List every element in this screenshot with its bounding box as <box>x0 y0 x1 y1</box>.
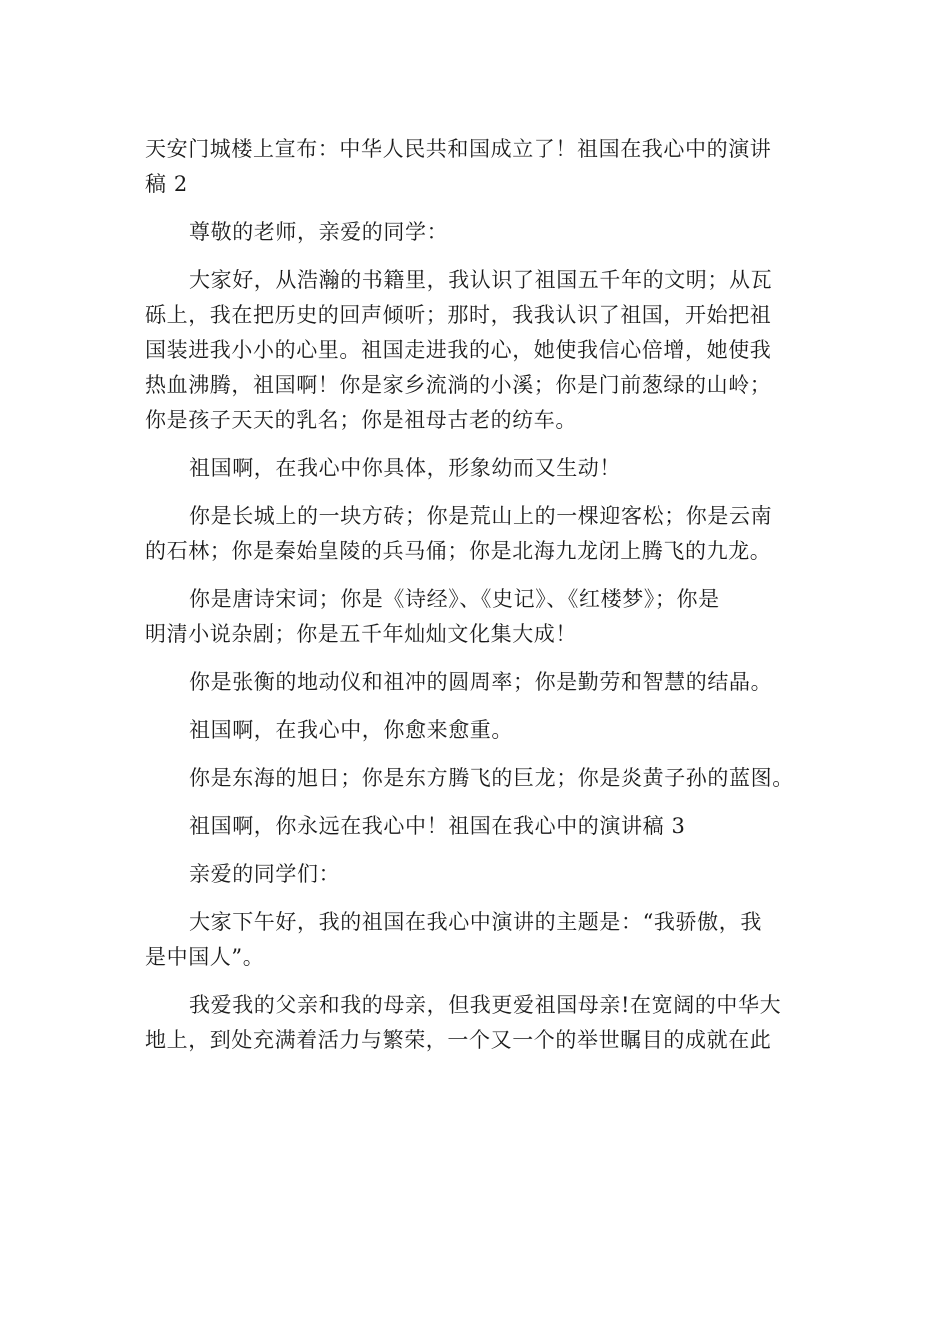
text-line: 国装进我小小的心里。祖国走进我的心，她使我信心倍增，她使我 <box>145 338 772 362</box>
text-line: 尊敬的老师，亲爱的同学： <box>189 220 449 244</box>
text-line: 祖国啊，在我心中你具体，形象幼而又生动！ <box>189 456 621 480</box>
text-line: 大家下午好，我的祖国在我心中演讲的主题是：“我骄傲，我 <box>189 910 762 934</box>
text-line: 我爱我的父亲和我的母亲，但我更爱祖国母亲!在宽阔的中华大 <box>189 993 782 1017</box>
text-line: 祖国啊，在我心中，你愈来愈重。 <box>189 718 513 742</box>
text-line: 你是张衡的地动仪和祖冲的圆周率；你是勤劳和智慧的结晶。 <box>189 670 773 694</box>
text-line: 大家好，从浩瀚的书籍里，我认识了祖国五千年的文明；从瓦 <box>189 268 773 292</box>
text-line: 你是唐诗宋词；你是《诗经》、《史记》、《红楼梦》；你是 <box>189 587 720 611</box>
text-line: 稿 2 <box>145 172 188 196</box>
text-line: 亲爱的同学们： <box>189 862 341 886</box>
text-line: 是中国人”。 <box>145 945 265 969</box>
text-line: 明清小说杂剧；你是五千年灿灿文化集大成！ <box>145 622 577 646</box>
text-line: 你是东海的旭日；你是东方腾飞的巨龙；你是炎黄子孙的蓝图。 <box>189 766 794 790</box>
document-body <box>145 132 807 1058</box>
text-line: 热血沸腾，祖国啊！你是家乡流淌的小溪；你是门前葱绿的山岭； <box>145 373 772 397</box>
text-line: 你是长城上的一块方砖；你是荒山上的一棵迎客松；你是云南 <box>189 504 773 528</box>
text-line: 地上，到处充满着活力与繁荣，一个又一个的举世瞩目的成就在此 <box>145 1028 772 1052</box>
text-line: 的石林；你是秦始皇陵的兵马俑；你是北海九龙闭上腾飞的九龙。 <box>145 539 772 563</box>
text-line: 天安门城楼上宣布：中华人民共和国成立了！祖国在我心中的演讲 <box>145 137 772 161</box>
text-line: 祖国啊，你永远在我心中！祖国在我心中的演讲稿 3 <box>189 814 686 838</box>
text-line: 砾上，我在把历史的回声倾听；那时，我我认识了祖国，开始把祖 <box>145 303 772 327</box>
text-line: 你是孩子天天的乳名；你是祖母古老的纺车。 <box>145 408 577 432</box>
